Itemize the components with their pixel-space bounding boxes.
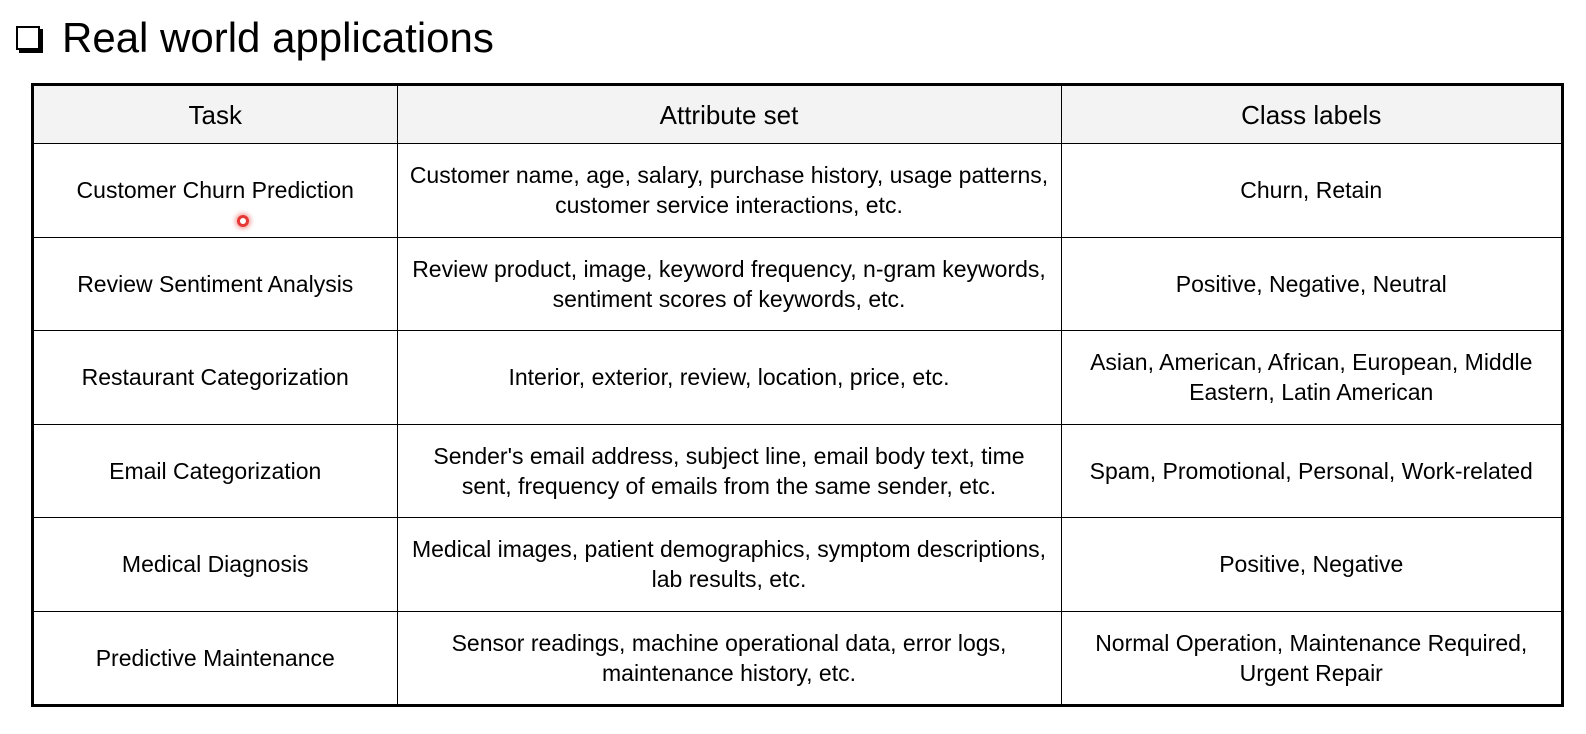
- label-cell: Asian, American, African, European, Middle Eastern, Latin American: [1061, 331, 1561, 425]
- table-row: [34, 144, 1561, 238]
- task-cell: Customer Churn Prediction: [34, 144, 397, 238]
- task-cell: Restaurant Categorization: [34, 331, 397, 425]
- attribute-cell: Medical images, patient demographics, symptom descriptions, lab results, etc.: [397, 518, 1061, 612]
- table-row: [34, 331, 1561, 425]
- attribute-cell: Customer name, age, salary, purchase history, usage patterns, customer service interactions, etc.: [397, 144, 1061, 238]
- table-row: [34, 518, 1561, 612]
- label-cell: Normal Operation, Maintenance Required, Urgent Repair: [1061, 611, 1561, 704]
- attribute-cell: Review product, image, keyword frequency, n-gram keywords, sentiment scores of keywords, etc.: [397, 237, 1061, 331]
- task-cell: Email Categorization: [34, 424, 397, 518]
- attribute-cell: Interior, exterior, review, location, price, etc.: [397, 331, 1061, 425]
- page-title: Real world applications: [62, 14, 494, 61]
- attribute-cell: Sensor readings, machine operational data, error logs, maintenance history, etc.: [397, 611, 1061, 704]
- label-cell: Churn, Retain: [1061, 144, 1561, 238]
- task-cell: Medical Diagnosis: [34, 518, 397, 612]
- table-header-row: [34, 86, 1561, 144]
- table-row: [34, 611, 1561, 704]
- header-attribute-set: Attribute set: [397, 86, 1061, 144]
- task-cell: Review Sentiment Analysis: [34, 237, 397, 331]
- applications-table: [31, 83, 1564, 707]
- header-class-labels: Class labels: [1061, 86, 1561, 144]
- label-cell: Spam, Promotional, Personal, Work-related: [1061, 424, 1561, 518]
- table-row: [34, 237, 1561, 331]
- attribute-cell: Sender's email address, subject line, email body text, time sent, frequency of emails from the same sender, etc.: [397, 424, 1061, 518]
- checkbox-square-icon: [16, 26, 40, 50]
- label-cell: Positive, Negative, Neutral: [1061, 237, 1561, 331]
- header-task: Task: [34, 86, 397, 144]
- task-cell: Predictive Maintenance: [34, 611, 397, 704]
- laser-pointer-icon: [237, 215, 249, 227]
- page-heading: [16, 12, 494, 64]
- applications-table-grid: [34, 86, 1561, 704]
- table-row: [34, 424, 1561, 518]
- label-cell: Positive, Negative: [1061, 518, 1561, 612]
